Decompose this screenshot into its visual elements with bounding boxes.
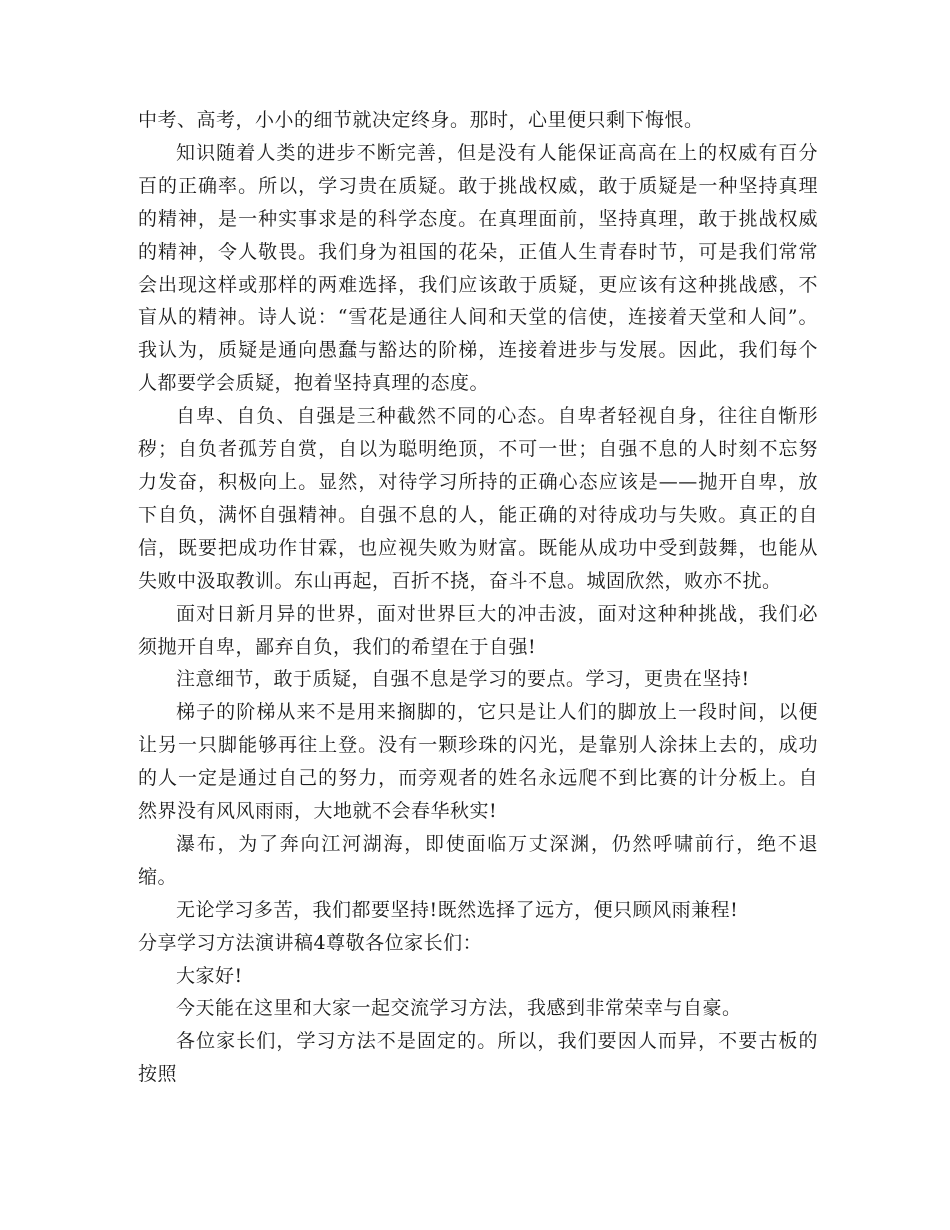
paragraph-2: 知识随着人类的进步不断完善，但是没有人能保证高高在上的权威有百分百的正确率。所以，学习贵在质疑。敢于挑战权威，敢于质疑是一种坚持真理的精神，是一种实事求是的科学态度。在真理面前，坚持真理，敢于挑战权威的精神，令人敬畏。我们身为祖国的花朵，正值人生青春时节，可是我们常常会出现这样或那样的两难选择，我们应该敢于质疑，更应该有这种挑战感，不盲从的精神。诗人说：“雪花是通往人间和天堂的信使，连接着天堂和人间”。我认为，质疑是通向愚蠢与豁达的阶梯，连接着进步与发展。因此，我们每个人都要学会质疑，抱着坚持真理的态度。 [138,141,818,395]
paragraph-4: 面对日新月异的世界，面对世界巨大的冲击波，面对这种种挑战，我们必须抛开自卑，鄙弃自负，我们的希望在于自强! [138,602,818,658]
paragraph-10: 大家好! [176,964,243,987]
paragraph-11: 今天能在这里和大家一起交流学习方法，我感到非常荣幸与自豪。 [176,997,742,1020]
paragraph-8: 无论学习多苦，我们都要坚持!既然选择了远方，便只顾风雨兼程! [176,898,739,921]
section-heading: 分享学习方法演讲稿4尊敬各位家长们： [138,931,483,954]
paragraph-7: 瀑布，为了奔向江河湖海，即使面临万丈深渊，仍然呼啸前行，绝不退缩。 [138,832,818,888]
paragraph-5: 注意细节，敢于质疑，自强不息是学习的要点。学习，更贵在坚持! [176,668,750,691]
paragraph-1: 中考、高考，小小的细节就决定终身。那时，心里便只剩下悔恨。 [138,109,704,131]
paragraph-3: 自卑、自负、自强是三种截然不同的心态。自卑者轻视自身，往往自惭形秽；自负者孤芳自赏，自以为聪明绝顶，不可一世；自强不息的人时刻不忘努力发奋，积极向上。显然，对待学习所持的正确心态应该是——抛开自卑，放下自负，满怀自强精神。自强不息的人，能正确的对待成功与失败。真正的自信，既要把成功作甘霖，也应视失败为财富。既能从成功中受到鼓舞，也能从失败中汲取教训。东山再起，百折不挠，奋斗不息。城固欣然，败亦不扰。 [138,405,818,592]
paragraph-6: 梯子的阶梯从来不是用来搁脚的，它只是让人们的脚放上一段时间，以便让另一只脚能够再往上登。没有一颗珍珠的闪光，是靠别人涂抹上去的，成功的人一定是通过自己的努力，而旁观者的姓名永远爬不到比赛的计分板上。自然界没有风风雨雨，大地就不会春华秋实! [138,701,818,823]
paragraph-12: 各位家长们，学习方法不是固定的。所以，我们要因人而异，不要古板的按照 [138,1030,818,1086]
document-page [138,104,818,1091]
